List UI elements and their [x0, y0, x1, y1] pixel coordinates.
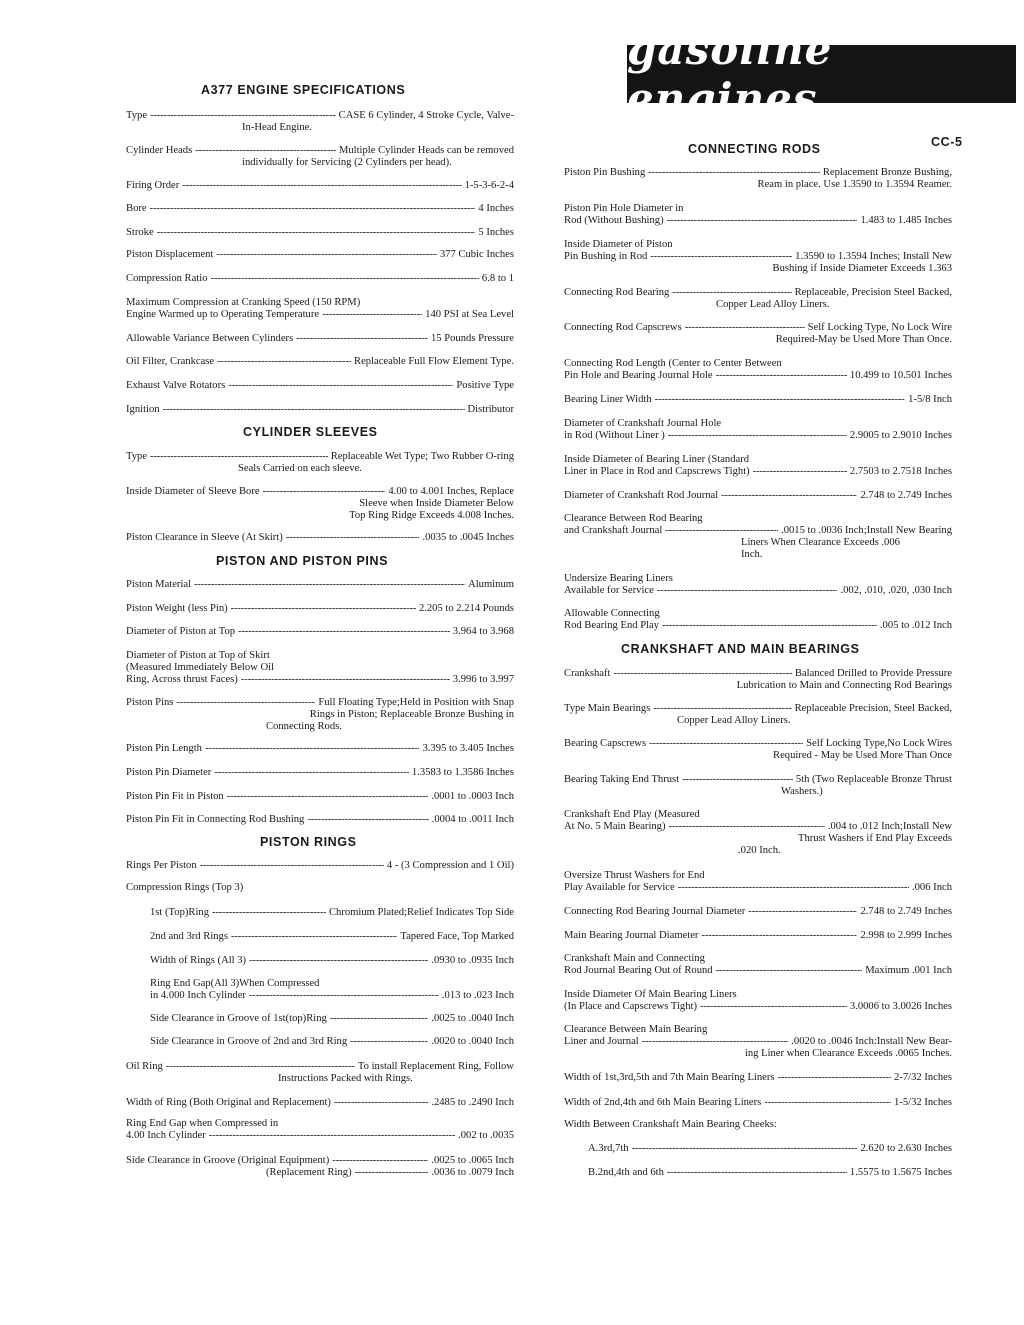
spec-label-line: Crankshaft Main and Connecting — [564, 953, 705, 964]
spec-value: 3.395 to 3.405 Inches — [422, 743, 514, 754]
spec-label: Width of Rings (All 3) — [150, 955, 247, 966]
spec-label: Type — [126, 110, 148, 121]
spec-sleeve-clearance — [126, 532, 514, 544]
section-banner: gasoline engines — [627, 45, 1016, 103]
spec-label: Cylinder Heads — [126, 145, 193, 156]
spec-cheeks-heading — [564, 1119, 952, 1131]
spec-label: and Crankshaft Journal — [564, 525, 663, 536]
spec-value: .002, .010, .020, .030 Inch — [840, 585, 952, 596]
spec-rings-per-piston — [126, 860, 514, 872]
spec-label-line: Diameter of Piston at Top of Skirt — [126, 650, 270, 661]
spec-liner-diameter — [564, 454, 952, 478]
spec-value: 2.9005 to 2.9010 Inches — [849, 430, 952, 441]
spec-main-liners-dia — [564, 989, 952, 1013]
spec-piston-weight — [126, 603, 514, 615]
spec-continuation: Rings in Piston; Replaceable Bronze Bushing in — [309, 709, 514, 720]
spec-label: Width of 1st,3rd,5th and 7th Main Bearing Liners — [564, 1072, 775, 1083]
spec-label: Piston Pin Diameter — [126, 767, 212, 778]
spec-value: 3.0006 to 3.0026 Inches — [849, 1001, 952, 1012]
spec-width-246 — [564, 1097, 952, 1109]
spec-label-line: Compression Rings (Top 3) — [126, 882, 244, 893]
spec-rod-capscrews — [564, 322, 952, 346]
spec-continuation: Thrust Washers if End Play Exceeds — [798, 833, 952, 844]
spec-value: Chromium Plated;Relief Indicates Top Side — [328, 907, 514, 918]
spec-label: Side Clearance in Groove of 2nd and 3rd Ring — [150, 1036, 348, 1047]
spec-label: Side Clearance in Groove (Original Equipment) — [126, 1155, 330, 1166]
spec-ring-width — [126, 955, 514, 967]
spec-continuation: In-Head Engine. — [242, 122, 313, 133]
spec-value: 1-5-3-6-2-4 — [464, 180, 514, 191]
spec-label: Connecting Rod Bearing Journal Diameter — [564, 906, 746, 917]
spec-label: Connecting Rod Bearing — [564, 287, 670, 298]
spec-label: Piston Clearance in Sleeve (At Skirt) — [126, 532, 283, 543]
spec-value: .0930 to .0935 Inch — [431, 955, 514, 966]
spec-label-line: Maximum Compression at Cranking Speed (150 RPM) — [126, 297, 361, 308]
spec-rod-bearing — [564, 287, 952, 311]
spec-value: Multiple Cylinder Heads can be removed — [338, 145, 514, 156]
spec-label: (In Place and Capscrews Tight) — [564, 1001, 697, 1012]
spec-label: in 4.000 Inch Cylinder — [150, 990, 246, 1001]
spec-label: Liner and Journal — [564, 1036, 639, 1047]
spec-label: Main Bearing Journal Diameter — [564, 930, 699, 941]
spec-cylinder-heads — [126, 145, 514, 169]
spec-value: 2.998 to 2.999 Inches — [860, 930, 952, 941]
spec-value: 4 Inches — [478, 203, 514, 214]
spec-label: 1st (Top)Ring — [150, 907, 209, 918]
spec-label-line: Ring End Gap when Compressed in — [126, 1118, 279, 1129]
spec-out-of-round — [564, 953, 952, 977]
spec-label: Piston Pin Fit in Connecting Rod Bushing — [126, 814, 305, 825]
page-id: CC-5 — [931, 135, 963, 149]
spec-label: Available for Service — [564, 585, 654, 596]
spec-label-line: Oversize Thrust Washers for End — [564, 870, 705, 881]
spec-cheeks-b — [564, 1167, 952, 1179]
spec-label: A.3rd,7th — [588, 1143, 629, 1154]
spec-value: Distributor — [467, 404, 514, 415]
spec-value: Balanced Drilled to Provide Pressure — [794, 668, 952, 679]
spec-value: .2485 to .2490 Inch — [431, 1097, 514, 1108]
spec-label: Play Available for Service — [564, 882, 675, 893]
spec-pin-fit-piston — [126, 791, 514, 803]
spec-label: Side Clearance in Groove of 1st(top)Ring — [150, 1013, 327, 1024]
spec-continuation: Required-May be Used More Than Once. — [775, 334, 952, 345]
spec-label: Piston Pins — [126, 697, 174, 708]
spec-continuation: Bushing if Inside Diameter Exceeds 1.363 — [772, 263, 952, 274]
spec-ring-end-gap — [126, 1118, 514, 1142]
spec-value: 2.620 to 2.630 Inches — [860, 1143, 952, 1154]
spec-value: Full Floating Type;Held in Position with Snap — [318, 697, 514, 708]
spec-oil-filter — [126, 356, 514, 368]
spec-label: Bore — [126, 203, 147, 214]
spec-continuation: Top Ring Ridge Exceeds 4.008 Inches. — [349, 510, 514, 521]
spec-label: 4.00 Inch Cylinder — [126, 1130, 206, 1141]
spec-label: Exhaust Valve Rotators — [126, 380, 226, 391]
spec-compression-rings — [126, 882, 514, 894]
spec-value: 140 PSI at Sea Level — [425, 309, 514, 320]
spec-label: Inside Diameter of Sleeve Bore — [126, 486, 260, 497]
spec-label-line: Inside Diameter Of Main Bearing Liners — [564, 989, 737, 1000]
spec-cheeks-a — [564, 1143, 952, 1155]
spec-value: Maximum .001 Inch — [865, 965, 952, 976]
spec-journal-hole — [564, 418, 952, 442]
spec-value: 2.748 to 2.749 Inches — [860, 906, 952, 917]
spec-label: Width of 2nd,4th and 6th Main Bearing Liners — [564, 1097, 762, 1108]
spec-value: .002 to .0035 — [458, 1130, 514, 1141]
spec-label: Piston Pin Bushing — [564, 167, 646, 178]
spec-value: 3.964 to 3.968 — [452, 626, 514, 637]
spec-undersize-liners — [564, 573, 952, 597]
spec-value: 377 Cubic Inches — [439, 249, 514, 260]
spec-label-line: Inside Diameter of Bearing Liner (Standard — [564, 454, 750, 465]
spec-rod-end-play — [564, 608, 952, 632]
spec-main-capscrews — [564, 738, 952, 762]
spec-rod-clearance — [564, 513, 952, 561]
spec-value: 2.7503 to 2.7518 Inches — [849, 466, 952, 477]
spec-ring-width-both — [126, 1097, 514, 1109]
spec-label: Bearing Capscrews — [564, 738, 647, 749]
spec-continuation: Sleeve when Inside Diameter Below — [359, 498, 514, 509]
spec-value: Replaceable Full Flow Element Type. — [354, 356, 514, 367]
spec-value: .0004 to .0011 Inch — [431, 814, 514, 825]
spec-label: At No. 5 Main Bearing) — [564, 821, 666, 832]
spec-label: Type — [126, 451, 148, 462]
spec-crank-rod-journal — [564, 490, 952, 502]
spec-max-compression — [126, 297, 514, 321]
spec-value: Self Locking Type, No Lock Wire — [807, 322, 952, 333]
spec-pin-bushing — [564, 167, 952, 191]
spec-label-line: Undersize Bearing Liners — [564, 573, 673, 584]
spec-value: 1.5575 to 1.5675 Inches — [849, 1167, 952, 1178]
piston-rings-heading: PISTON RINGS — [260, 835, 357, 849]
spec-piston-dia-top — [126, 626, 514, 638]
spec-label: Diameter of Piston at Top — [126, 626, 236, 637]
spec-pin-diameter — [126, 767, 514, 779]
spec-continuation: Required - May be Used More Than Once — [773, 750, 952, 761]
spec-label: Bearing Liner Width — [564, 394, 652, 405]
spec-label-line: Diameter of Crankshaft Journal Hole — [564, 418, 722, 429]
spec-label: Compression Ratio — [126, 273, 208, 284]
spec-label: Piston Displacement — [126, 249, 214, 260]
spec-value: .0025 to .0040 Inch — [431, 1013, 514, 1024]
spec-label-line: (Measured Immediately Below Oil — [126, 662, 274, 673]
spec-value: 5 Inches — [478, 227, 514, 238]
spec-label: Piston Weight (less Pin) — [126, 603, 228, 614]
spec-label: Piston Pin Length — [126, 743, 202, 754]
spec-value: .0015 to .0036 Inch;Install New Bearing — [781, 525, 952, 536]
spec-sleeve-type — [126, 451, 514, 475]
spec-continuation: .020 Inch. — [738, 845, 781, 856]
spec-value: Replaceable Wet Type; Two Rubber O-ring — [330, 451, 514, 462]
spec-piston-material — [126, 579, 514, 591]
spec-label-line: Crankshaft End Play (Measured — [564, 809, 700, 820]
spec-width-1357 — [564, 1072, 952, 1084]
spec-continuation: Washers.) — [781, 786, 823, 797]
spec-label: (Replacement Ring) — [266, 1167, 352, 1178]
spec-side-clearance-1 — [126, 1013, 514, 1025]
spec-continuation: Seals Carried on each sleeve. — [238, 463, 362, 474]
spec-value: .0020 to .0040 Inch — [431, 1036, 514, 1047]
spec-crankshaft — [564, 668, 952, 692]
spec-label: Ignition — [126, 404, 160, 415]
spec-label: in Rod (Without Liner ) — [564, 430, 665, 441]
spec-value: 1.3590 to 1.3594 Inches; Install New — [795, 251, 952, 262]
spec-continuation: Connecting Rods. — [266, 721, 342, 732]
spec-continuation: Inch. — [741, 549, 763, 560]
spec-label: Rod (Without Bushing) — [564, 215, 664, 226]
spec-type — [126, 110, 514, 134]
spec-label-line: Clearance Between Main Bearing — [564, 1024, 708, 1035]
spec-label-line: Inside Diameter of Piston — [564, 239, 673, 250]
spec-value: Positive Type — [456, 380, 514, 391]
spec-main-bearing-type — [564, 703, 952, 727]
spec-first-ring — [126, 907, 514, 919]
spec-value: Tapered Face, Top Marked — [400, 931, 514, 942]
spec-main-clearance — [564, 1024, 952, 1060]
spec-main-journal-dia — [564, 930, 952, 942]
spec-value: 2-7/32 Inches — [894, 1072, 952, 1083]
spec-value: .0020 to .0046 Inch:Install New Bear- — [791, 1036, 952, 1047]
spec-continuation: Liners When Clearance Exceeds .006 — [741, 537, 900, 548]
spec-label: 2nd and 3rd Rings — [150, 931, 228, 942]
spec-crank-end-play — [564, 809, 952, 857]
pistons-heading: PISTON AND PISTON PINS — [216, 554, 389, 568]
spec-ignition — [126, 404, 514, 416]
spec-value: 2.205 to 2.214 Pounds — [418, 603, 514, 614]
spec-value: 1.3583 to 1.3586 Inches — [411, 767, 514, 778]
spec-label: Firing Order — [126, 180, 180, 191]
spec-label-line: Connecting Rod Length (Center to Center Between — [564, 358, 782, 369]
spec-label: Bearing Taking End Thrust — [564, 774, 680, 785]
cylinder-sleeves-heading: CYLINDER SLEEVES — [243, 425, 378, 439]
spec-value: 10.499 to 10.501 Inches — [849, 370, 952, 381]
spec-value: 1-5/32 Inches — [894, 1097, 952, 1108]
spec-value: CASE 6 Cylinder, 4 Stroke Cycle, Valve- — [338, 110, 514, 121]
spec-rod-journal-dia — [564, 906, 952, 918]
spec-label: Allowable Variance Between Cylinders — [126, 333, 294, 344]
spec-label: Oil Filter, Crankcase — [126, 356, 215, 367]
spec-label: Ring, Across thrust Faces) — [126, 674, 238, 685]
spec-label: Pin Hole and Bearing Journal Hole — [564, 370, 713, 381]
spec-label: B.2nd,4th and 6th — [588, 1167, 664, 1178]
spec-value: To install Replacement Ring, Follow — [357, 1061, 514, 1072]
spec-value: .013 to .023 Inch — [441, 990, 514, 1001]
spec-label: Crankshaft — [564, 668, 611, 679]
spec-stroke — [126, 227, 514, 239]
spec-value: Aluminum — [468, 579, 514, 590]
spec-value: 1-5/8 Inch — [908, 394, 952, 405]
spec-oil-ring — [126, 1061, 514, 1085]
spec-variance — [126, 333, 514, 345]
spec-value: .006 Inch — [911, 882, 952, 893]
spec-label: Width of Ring (Both Original and Replacement) — [126, 1097, 331, 1108]
spec-pin-fit-rod — [126, 814, 514, 826]
spec-label-line: Piston Pin Hole Diameter in — [564, 203, 684, 214]
spec-label-line: Width Between Crankshaft Main Bearing Cheeks: — [564, 1119, 777, 1130]
spec-label: Oil Ring — [126, 1061, 163, 1072]
spec-label-line: Clearance Between Rod Bearing — [564, 513, 703, 524]
spec-value: .004 to .012 Inch;Install New — [827, 821, 952, 832]
spec-value: 1.483 to 1.485 Inches — [860, 215, 952, 226]
spec-label: Diameter of Crankshaft Rod Journal — [564, 490, 719, 501]
spec-value: Self Locking Type,No Lock Wires — [806, 738, 952, 749]
spec-label: Rod Journal Bearing Out of Round — [564, 965, 713, 976]
spec-value: 6.8 to 1 — [481, 273, 514, 284]
spec-bore — [126, 203, 514, 215]
spec-piston-pins — [126, 697, 514, 733]
crankshaft-heading: CRANKSHAFT AND MAIN BEARINGS — [621, 642, 860, 656]
spec-label: Rod Bearing End Play — [564, 620, 660, 631]
spec-piston-skirt — [126, 650, 514, 686]
spec-side-clearance-groove — [126, 1155, 514, 1179]
spec-continuation: Lubrication to Main and Connecting Rod Bearings — [736, 680, 952, 691]
spec-label: Piston Pin Fit in Piston — [126, 791, 224, 802]
spec-second-third-rings — [126, 931, 514, 943]
spec-continuation: ing Liner when Clearance Exceeds .0065 Inches. — [744, 1048, 952, 1059]
spec-displacement — [126, 249, 514, 261]
spec-value: .0035 to .0045 Inches — [422, 532, 514, 543]
spec-value: 2.748 to 2.749 Inches — [860, 490, 952, 501]
spec-pin-hole — [564, 203, 952, 227]
spec-continuation: individually for Servicing (2 Cylinders per head). — [242, 157, 452, 168]
spec-oversize-washers — [564, 870, 952, 894]
connecting-rods-heading: CONNECTING RODS — [688, 142, 821, 156]
spec-value: 15 Pounds Pressure — [431, 333, 514, 344]
spec-label: Liner in Place in Rod and Capscrews Tight) — [564, 466, 750, 477]
spec-rod-length — [564, 358, 952, 382]
spec-value: 4.00 to 4.001 Inches, Replace — [388, 486, 514, 497]
spec-sleeve-bore — [126, 486, 514, 522]
spec-label: Stroke — [126, 227, 154, 238]
spec-value: .0001 to .0003 Inch — [431, 791, 514, 802]
spec-pin-length — [126, 743, 514, 755]
spec-label: Engine Warmed up to Operating Temperature — [126, 309, 320, 320]
spec-liner-width — [564, 394, 952, 406]
spec-continuation: Ream in place. Use 1.3590 to 1.3594 Reamer. — [757, 179, 952, 190]
spec-ring-gap — [126, 978, 514, 1002]
spec-firing-order — [126, 180, 514, 192]
spec-value: Replaceable Precision, Steel Backed, — [794, 703, 952, 714]
spec-value: 4 - (3 Compression and 1 Oil) — [386, 860, 514, 871]
spec-label: Pin Bushing in Rod — [564, 251, 648, 262]
spec-value: Replacement Bronze Bushing, — [822, 167, 952, 178]
spec-value: 5th (Two Replaceable Bronze Thrust — [795, 774, 952, 785]
engine-specs-heading: A377 ENGINE SPECIFICATIONS — [201, 83, 406, 97]
spec-side-clearance-2 — [126, 1036, 514, 1048]
spec-end-thrust — [564, 774, 952, 798]
spec-label: Connecting Rod Capscrews — [564, 322, 682, 333]
spec-continuation: Instructions Packed with Rings. — [278, 1073, 413, 1084]
spec-value: Replaceable, Precision Steel Backed, — [794, 287, 952, 298]
spec-compression-ratio — [126, 273, 514, 285]
spec-label-line: Allowable Connecting — [564, 608, 660, 619]
spec-continuation: Copper Lead Alloy Liners. — [677, 715, 791, 726]
spec-value: .005 to .012 Inch — [879, 620, 952, 631]
spec-bushing-inside — [564, 239, 952, 275]
spec-valve-rotators — [126, 380, 514, 392]
spec-value: .0036 to .0079 Inch — [431, 1167, 514, 1178]
spec-label-line: Ring End Gap(All 3)When Compressed — [150, 978, 320, 989]
spec-continuation: Copper Lead Alloy Liners. — [716, 299, 830, 310]
spec-label: Type Main Bearings — [564, 703, 651, 714]
spec-label: Rings Per Piston — [126, 860, 197, 871]
spec-label: Piston Material — [126, 579, 192, 590]
spec-value: .0025 to .0065 Inch — [431, 1155, 514, 1166]
spec-value: 3.996 to 3.997 — [452, 674, 514, 685]
